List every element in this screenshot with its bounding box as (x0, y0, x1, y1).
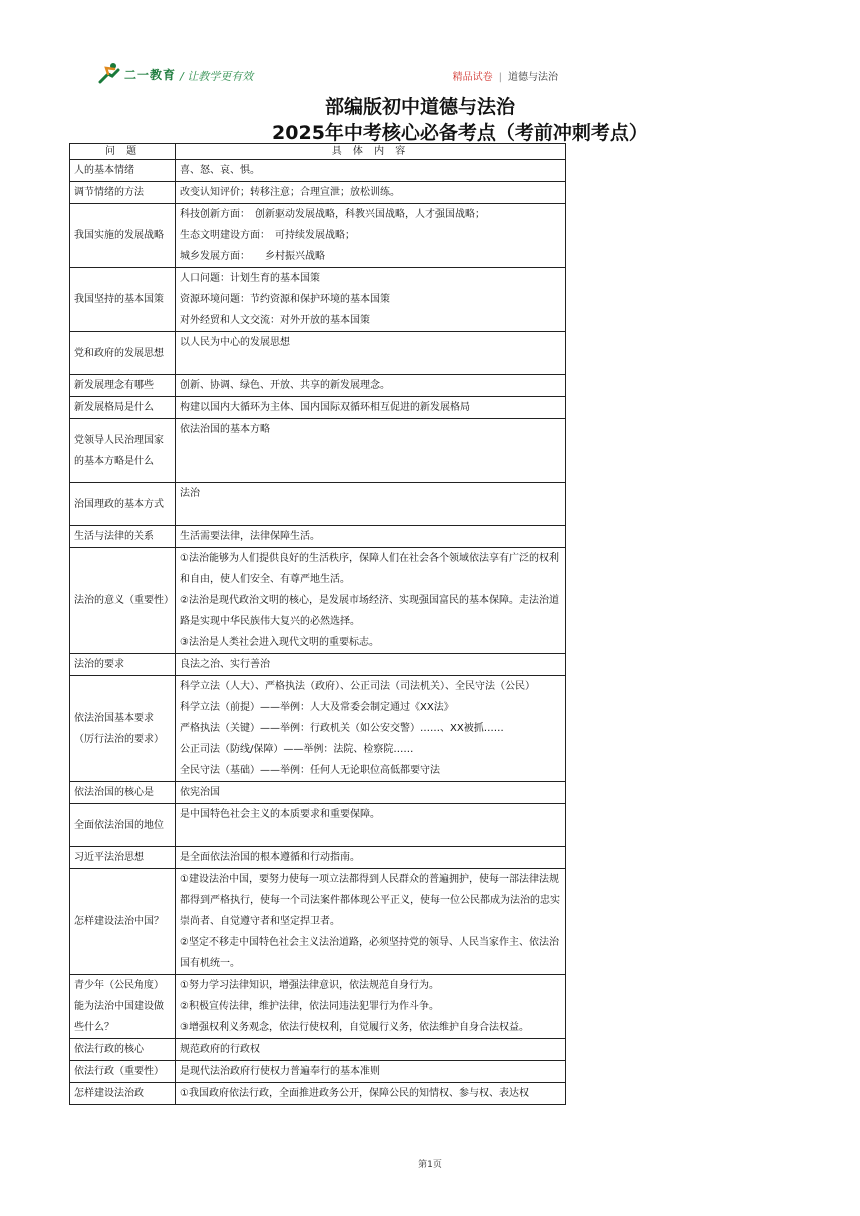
table-row (70, 676, 566, 782)
row-question: 党领导人民治理国家的基本方略是什么 (70, 419, 176, 483)
content-line: 科技创新方面： 创新驱动发展战略，科教兴国战略，人才强国战略； (180, 209, 485, 220)
subject-label: 道德与法治 (508, 72, 558, 83)
row-content (176, 419, 566, 483)
logo-runner-icon (98, 62, 124, 84)
row-content (176, 268, 566, 332)
row-question: 依法治国的核心是 (70, 782, 176, 804)
page-number: 第1页 (418, 1160, 442, 1170)
row-content (176, 1061, 566, 1083)
content-line (180, 440, 561, 461)
table-row (70, 483, 566, 526)
content-line: 生活需要法律，法律保障生活。 (180, 531, 320, 542)
content-line: 良法之治、实行善治 (180, 659, 270, 670)
row-content (176, 483, 566, 526)
row-content (176, 548, 566, 654)
key-points-table (69, 143, 566, 1105)
row-question: 人的基本情绪 (70, 160, 176, 182)
row-content (176, 160, 566, 182)
row-content (176, 1039, 566, 1061)
title-line-2: 2025年中考核心必备考点（考前冲刺考点） (272, 122, 648, 144)
row-content (176, 654, 566, 676)
table-row (70, 1061, 566, 1083)
row-content (176, 182, 566, 204)
table-row (70, 847, 566, 869)
table-row (70, 204, 566, 268)
content-line (180, 461, 561, 482)
page-header (0, 60, 860, 90)
table-row (70, 526, 566, 548)
row-content (176, 204, 566, 268)
row-content (176, 375, 566, 397)
row-question: 依法行政的核心 (70, 1039, 176, 1061)
content-line: 城乡发展方面： 乡村振兴战略 (180, 251, 325, 262)
row-question: 习近平法治思想 (70, 847, 176, 869)
row-question: 新发展格局是什么 (70, 397, 176, 419)
row-question: 党和政府的发展思想 (70, 332, 176, 375)
row-content (176, 869, 566, 975)
content-line: 全民守法（基础）——举例：任何人无论职位高低都要守法 (180, 765, 440, 776)
content-line: 公正司法（防线/保障）——举例：法院、检察院…… (180, 744, 414, 755)
content-line: 创新、协调、绿色、开放、共享的新发展理念。 (180, 380, 390, 391)
row-question: 法治的意义（重要性） (70, 548, 176, 654)
title-line-1: 部编版初中道德与法治 (324, 96, 515, 118)
row-question: 依法治国基本要求（厉行法治的要求） (70, 676, 176, 782)
row-question: 怎样建设法治政 (70, 1083, 176, 1105)
row-question: 怎样建设法治中国？ (70, 869, 176, 975)
premium-tag: 精品试卷 (452, 72, 493, 83)
content-line: 人口问题：计划生育的基本国策 (180, 273, 320, 284)
content-line: 法治 (180, 488, 200, 499)
content-line: 严格执法（关键）——举例：行政机关（如公安交警）……、XX被抓…… (180, 723, 504, 734)
content-line: 资源环境问题：节约资源和保护环境的基本国策 (180, 294, 390, 305)
content-line: 科学立法（人大）、严格执法（政府）、公正司法（司法机关）、全民守法（公民） (180, 681, 535, 692)
content-line: ③法治是人类社会进入现代文明的重要标志。 (180, 637, 379, 648)
row-content (176, 804, 566, 847)
header-separator: | (498, 72, 502, 83)
row-question: 新发展理念有哪些 (70, 375, 176, 397)
table-row (70, 869, 566, 975)
table-row (70, 397, 566, 419)
content-line: 依宪治国 (180, 787, 220, 798)
row-question: 我国实施的发展战略 (70, 204, 176, 268)
content-line: ③增强权利义务观念，依法行使权利，自觉履行义务，依法维护自身合法权益。 (180, 1022, 529, 1033)
content-line: 对外经贸和人文交流：对外开放的基本国策 (180, 315, 370, 326)
column-header-content: 具 体 内 容 (176, 144, 566, 160)
row-question: 生活与法律的关系 (70, 526, 176, 548)
row-content (176, 526, 566, 548)
content-line: 改变认知评价；转移注意；合理宣泄；放松训练。 (180, 187, 400, 198)
content-line (180, 825, 561, 846)
content-line: 生态文明建设方面： 可持续发展战略； (180, 230, 355, 241)
slogan: / 让教学更有效 (180, 70, 254, 83)
table-row (70, 548, 566, 654)
table-row (70, 975, 566, 1039)
content-line: 以人民为中心的发展思想 (180, 337, 290, 348)
row-content (176, 782, 566, 804)
table-row (70, 804, 566, 847)
table-row (70, 268, 566, 332)
row-content (176, 1083, 566, 1105)
table-row (70, 375, 566, 397)
content-line: 是中国特色社会主义的本质要求和重要保障。 (180, 809, 380, 820)
row-content (176, 847, 566, 869)
content-line: ①建设法治中国，要努力使每一项立法都得到人民群众的普遍拥护，使每一部法律法规都得到严格执行，使每一个司法案件都体现公平正义，使每一位公民都成为法治的忠实崇尚者、自觉遵守者和坚定捍卫者。 (180, 874, 560, 927)
row-content (176, 397, 566, 419)
content-line: 是全面依法治国的根本遵循和行动指南。 (180, 852, 360, 863)
row-question: 调节情绪的方法 (70, 182, 176, 204)
row-question: 青少年（公民角度）能为法治中国建设做些什么？ (70, 975, 176, 1039)
table-row (70, 1039, 566, 1061)
content-line: 喜、怒、哀、惧。 (180, 165, 260, 176)
row-question: 全面依法治国的地位 (70, 804, 176, 847)
content-line: 是现代法治政府行使权力普遍奉行的基本准则 (180, 1066, 380, 1077)
table-row (70, 160, 566, 182)
content-line: ②积极宣传法律，维护法律，依法同违法犯罪行为作斗争。 (180, 1001, 439, 1012)
row-content (176, 676, 566, 782)
table-row (70, 182, 566, 204)
content-line (180, 504, 561, 525)
content-line: ②坚定不移走中国特色社会主义法治道路，必须坚持党的领导、人民当家作主、依法治国有机统一。 (180, 937, 559, 969)
row-question: 我国坚持的基本国策 (70, 268, 176, 332)
row-question: 依法行政（重要性） (70, 1061, 176, 1083)
content-line: ②法治是现代政治文明的核心，是发展市场经济、实现强国富民的基本保障。走法治道路是实现中华民族伟大复兴的必然选择。 (180, 595, 559, 627)
table-header-row (70, 144, 566, 160)
row-question: 法治的要求 (70, 654, 176, 676)
row-content (176, 975, 566, 1039)
header-right (453, 68, 558, 83)
content-line: 规范政府的行政权 (180, 1044, 260, 1055)
content-line: ①我国政府依法行政，全面推进政务公开，保障公民的知情权、参与权、表达权 (180, 1088, 529, 1099)
row-content (176, 332, 566, 375)
content-line (180, 353, 561, 374)
content-line: 构建以国内大循环为主体、国内国际双循环相互促进的新发展格局 (180, 402, 470, 413)
column-header-question: 问 题 (70, 144, 176, 160)
content-line: 依法治国的基本方略 (180, 424, 270, 435)
logo (98, 62, 178, 86)
table-row (70, 332, 566, 375)
content-line: ①努力学习法律知识，增强法律意识，依法规范自身行为。 (180, 980, 439, 991)
table-row (70, 1083, 566, 1105)
table-row (70, 654, 566, 676)
content-line: ①法治能够为人们提供良好的生活秩序，保障人们在社会各个领域依法享有广泛的权利和自由，使人们安全、有尊严地生活。 (180, 553, 559, 585)
logo-text: 二一教育 (124, 68, 177, 82)
table-body (70, 160, 566, 1105)
table-row (70, 782, 566, 804)
table-row (70, 419, 566, 483)
row-question: 治国理政的基本方式 (70, 483, 176, 526)
content-line: 科学立法（前提）——举例：人大及常委会制定通过《XX法》 (180, 702, 454, 713)
